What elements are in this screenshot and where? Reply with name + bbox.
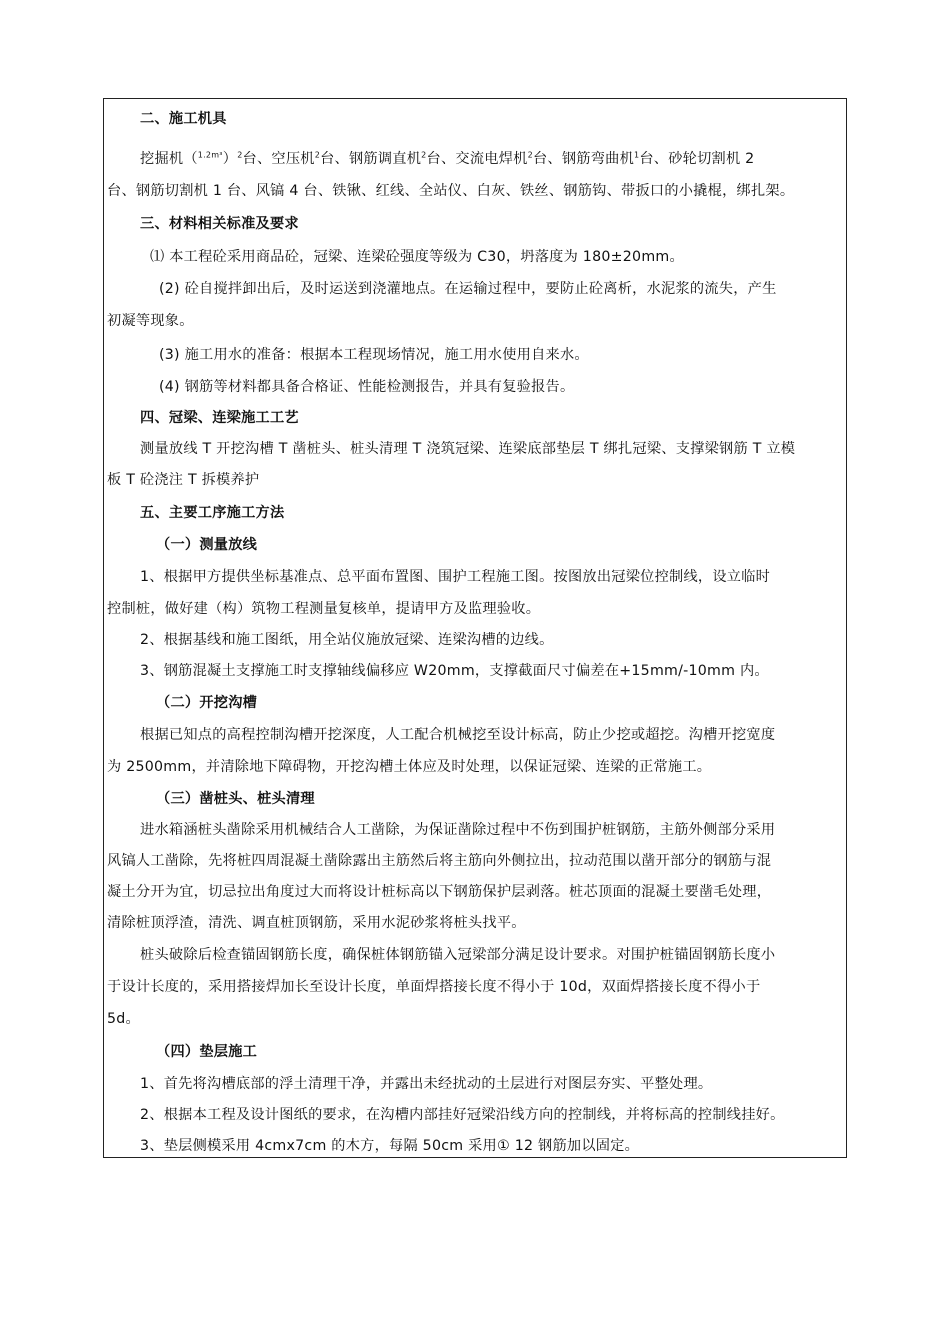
pile-p1-line-4: 清除桩顶浮渣，清洗、调直桩顶钢筋，采用水泥砂浆将桩头找平。 [107,915,526,931]
text-fragment: 挖掘机（ [140,151,198,167]
machinery-line-2: 台、钢筋切割机 1 台、风镐 4 台、铁锹、红线、全站仪、白灰、铁丝、钢筋钩、带扳口的小撬棍，绑扎架。 [107,183,795,199]
section-heading-methods: 五、主要工序施工方法 [140,505,285,521]
materials-item-1: ⑴ 本工程砼采用商品砼，冠梁、连梁砼强度等级为 C30，坍落度为 180±20mm。 [150,249,684,265]
survey-p1-line-2: 控制桩，做好建（构）筑物工程测量复核单，提请甲方及监理验收。 [107,601,541,617]
cushion-p1: 1、首先将沟槽底部的浮土清理干净，并露出未经扰动的土层进行对图层夯实、平整处理。 [140,1076,713,1092]
superscript: 1.2m³ [197,150,223,160]
subheading-cushion: （四）垫层施工 [156,1044,258,1060]
pile-p2-line-3: 5d。 [107,1011,140,1027]
section-heading-machinery: 二、施工机具 [140,111,227,127]
pile-p2-line-2: 于设计长度的，采用搭接焊加长至设计长度，单面焊搭接长度不得小于 10d，双面焊搭接长度不得小于 [107,979,761,995]
pile-p1-line-3: 凝土分开为宜，切忌拉出角度过大而将设计桩标高以下钢筋保护层剥落。桩芯顶面的混凝土要凿毛处理， [107,884,772,900]
text-fragment: 台、空压机 [242,151,315,167]
superscript: 2 [237,150,243,160]
subheading-pile: （三）凿桩头、桩头清理 [156,791,315,807]
pile-p1-line-1: 进水箱涵桩头凿除采用机械结合人工凿除，为保证凿除过程中不伤到围护桩钢筋，主筋外侧部分采用 [140,822,776,838]
materials-item-2-line-2: 初凝等现象。 [107,313,194,329]
pile-p1-line-2: 风镐人工凿除，先将桩四周混凝土凿除露出主筋然后将主筋向外侧拉出，拉动范围以凿开部分的钢筋与混 [107,853,772,869]
superscript: 2 [421,150,427,160]
superscript: 2 [527,150,533,160]
text-fragment: 台、钢筋弯曲机 [532,151,635,167]
materials-item-2-line-1: (2) 砼自搅拌卸出后，及时运送到浇灌地点。在运输过程中，要防止砼离析，水泥浆的流失，产生 [159,281,777,297]
subheading-trench: （二）开挖沟槽 [156,695,258,711]
cushion-p2: 2、根据本工程及设计图纸的要求，在沟槽内部挂好冠梁沿线方向的控制线，并将标高的控制线挂好。 [140,1107,785,1123]
superscript: 2 [314,150,321,160]
materials-item-4: (4) 钢筋等材料都具备合格证、性能检测报告，并具有复验报告。 [159,379,575,395]
trench-line-2: 为 2500mm，并清除地下障碍物，开挖沟槽土体应及时处理，以保证冠梁、连梁的正常施工。 [107,759,712,775]
cushion-p3: 3、垫层侧模采用 4cmx7cm 的木方，每隔 50cm 采用① 12 钢筋加以固定。 [140,1138,640,1154]
survey-p1-line-1: 1、根据甲方提供坐标基准点、总平面布置图、围护工程施工图。按图放出冠梁位控制线，设立临时 [140,569,771,585]
text-fragment: ） [222,151,238,167]
process-line-2: 板 T 砼浇注 T 拆模养护 [107,472,260,488]
section-heading-process: 四、冠梁、连梁施工工艺 [140,410,299,426]
text-fragment: 台、钢筋调直机 [320,151,422,167]
machinery-line-1 [140,149,754,169]
process-line-1: 测量放线 T 开挖沟槽 T 凿桩头、桩头清理 T 浇筑冠梁、连梁底部垫层 T 绑扎冠梁、支撑梁钢筋 T 立模 [140,441,796,457]
document-frame [103,98,847,1158]
text-fragment: 台、砂轮切割机 2 [639,151,755,167]
survey-p3: 3、钢筋混凝土支撑施工时支撑轴线偏移应 W20mm，支撑截面尺寸偏差在+15mm/-10mm 内。 [140,663,769,679]
text-fragment: 台、交流电焊机 [426,151,528,167]
pile-p2-line-1: 桩头破除后检查锚固钢筋长度，确保桩体钢筋锚入冠梁部分满足设计要求。对围护桩锚固钢筋长度小 [140,947,776,963]
subheading-survey: （一）测量放线 [156,537,258,553]
trench-line-1: 根据已知点的高程控制沟槽开挖深度，人工配合机械挖至设计标高，防止少挖或超挖。沟槽开挖宽度 [140,727,776,743]
section-heading-materials: 三、材料相关标准及要求 [140,216,299,232]
survey-p2: 2、根据基线和施工图纸，用全站仪施放冠梁、连梁沟槽的边线。 [140,632,554,648]
superscript: 1 [634,150,640,160]
materials-item-3: (3) 施工用水的准备：根据本工程现场情况，施工用水使用自来水。 [159,347,589,363]
